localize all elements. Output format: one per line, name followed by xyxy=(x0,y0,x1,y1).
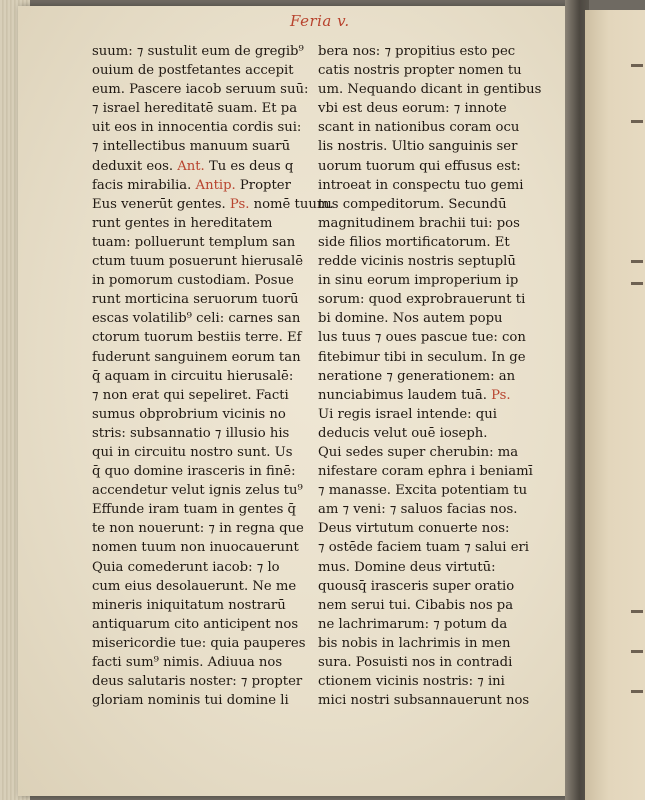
text-line: suum: ⁊ sustulit eum de gregib⁹ xyxy=(92,44,304,59)
text-line: sorum: quod exprobrauerunt ti xyxy=(318,292,526,308)
text-line: misericordie tue: quia pauperes xyxy=(92,635,306,651)
text-line: nomen tuum non inuocauerunt xyxy=(92,540,299,556)
text-line: vbi est deus eorum: ⁊ innote xyxy=(318,101,507,117)
text-line: nem serui tui. Cibabis nos pa xyxy=(318,597,514,613)
text-line: Ui regis israel intende: qui xyxy=(318,406,497,422)
text-line: um. Nequando dicant in gentibus xyxy=(318,82,542,98)
text-line: deus salutaris noster: ⁊ propter xyxy=(92,674,303,690)
text-line: ⁊ non erat qui sepeliret. Facti xyxy=(92,387,289,403)
text-line: Qui sedes super cherubin: ma xyxy=(318,444,519,460)
text-line: eum. Pascere iacob seruum suū: xyxy=(92,82,309,98)
text-line: gloriam nominis tui domine li xyxy=(92,693,289,709)
text-line: q̄ aquam in circuitu hierusalē: xyxy=(92,368,294,384)
text-line: Eus venerūt gentes. Ps. nomē tuum. xyxy=(92,196,334,212)
text-line: ctum tuum posuerunt hierusalē xyxy=(92,254,304,270)
text-line: fitebimur tibi in seculum. In ge xyxy=(318,349,526,365)
text-line: uit eos in innocentia cordis sui: xyxy=(92,120,302,136)
text-line: escas volatilib⁹ celi: carnes san xyxy=(92,311,301,327)
text-line: mineris iniquitatum nostrarū xyxy=(92,597,286,613)
text-line: ⁊ ostēde faciem tuam ⁊ salui eri xyxy=(318,540,530,556)
text-line: nifestare coram ephra i beniamī xyxy=(318,464,533,480)
text-line: tuam: polluerunt templum san xyxy=(92,234,296,250)
text-line: sumus obprobrium vicinis no xyxy=(92,406,286,422)
left-text-column xyxy=(92,42,334,710)
text-line: qui in circuitu nostro sunt. Us xyxy=(92,444,293,460)
text-line: ctionem vicinis nostris: ⁊ ini xyxy=(318,674,505,690)
text-line: ⁊ manasse. Excita potentiam tu xyxy=(318,483,528,499)
text-line: sura. Posuisti nos in contradi xyxy=(318,655,513,670)
text-line: facti sum⁹ nimis. Adiuua nos xyxy=(92,655,283,670)
text-line: redde vicinis nostris septuplū xyxy=(318,254,516,270)
text-line: ne lachrimarum: ⁊ potum da xyxy=(318,616,508,632)
text-line: Effunde iram tuam in gentes q̄ xyxy=(92,502,297,518)
text-line: lus tuus ⁊ oues pascue tue: con xyxy=(318,330,526,346)
text-line: te non nouerunt: ⁊ in regna que xyxy=(92,521,304,537)
text-line: neratione ⁊ generationem: an xyxy=(318,368,516,384)
text-line: in pomorum custodiam. Posue xyxy=(92,273,294,289)
text-line: deducis velut ouē ioseph. xyxy=(318,425,488,441)
text-line: bera nos: ⁊ propitius esto pec xyxy=(318,44,516,59)
text-line: mici nostri subsannauerunt nos xyxy=(318,693,530,709)
text-line: ⁊ israel hereditatē suam. Et pa xyxy=(92,101,298,117)
text-line: tus compeditorum. Secundū xyxy=(318,196,507,212)
facing-page xyxy=(585,10,645,800)
text-line: lis nostris. Ultio sanguinis ser xyxy=(318,139,518,155)
text-line: facis mirabilia. Antip. Propter xyxy=(92,177,291,193)
text-line: cum eius desolauerunt. Ne me xyxy=(92,578,297,594)
text-line: Deus virtutum conuerte nos: xyxy=(318,521,510,537)
text-line: scant in nationibus coram ocu xyxy=(318,120,520,136)
text-line: runt gentes in hereditatem xyxy=(92,215,273,231)
text-line: magnitudinem brachii tui: pos xyxy=(318,215,520,231)
text-line: Quia comederunt iacob: ⁊ lo xyxy=(92,559,280,575)
right-text-column xyxy=(318,42,540,710)
text-line: quousq̄ irasceris super oratio xyxy=(318,578,515,594)
text-line: introeat in conspectu tuo gemi xyxy=(318,177,524,193)
text-line: runt morticina seruorum tuorū xyxy=(92,292,299,308)
text-line: bis nobis in lachrimis in men xyxy=(318,635,511,651)
text-line: antiquarum cito anticipent nos xyxy=(92,616,299,632)
text-line: side filios mortificatorum. Et xyxy=(318,234,510,250)
text-line: fuderunt sanguinem eorum tan xyxy=(92,349,301,365)
text-line: in sinu eorum improperium ip xyxy=(318,273,519,289)
text-line: am ⁊ veni: ⁊ saluos facias nos. xyxy=(318,502,518,518)
text-line: q̄ quo domine irasceris in finē: xyxy=(92,464,296,480)
text-line: accendetur velut ignis zelus tu⁹ xyxy=(92,483,303,499)
text-line: uorum tuorum qui effusus est: xyxy=(318,158,521,174)
text-line: nunciabimus laudem tuā. Ps. xyxy=(318,387,511,403)
text-line: ouium de postfetantes accepit xyxy=(92,63,294,79)
text-line: ⁊ intellectibus manuum suarū xyxy=(92,139,291,155)
text-line: catis nostris propter nomen tu xyxy=(318,63,522,79)
running-title: Feria v. xyxy=(290,12,350,30)
text-line: stris: subsannatio ⁊ illusio his xyxy=(92,425,290,441)
text-line: deduxit eos. Ant. Tu es deus q xyxy=(92,158,294,174)
text-line: bi domine. Nos autem popu xyxy=(318,311,503,327)
text-line: mus. Domine deus virtutū: xyxy=(318,559,496,575)
text-line: ctorum tuorum bestiis terre. Ef xyxy=(92,330,302,346)
